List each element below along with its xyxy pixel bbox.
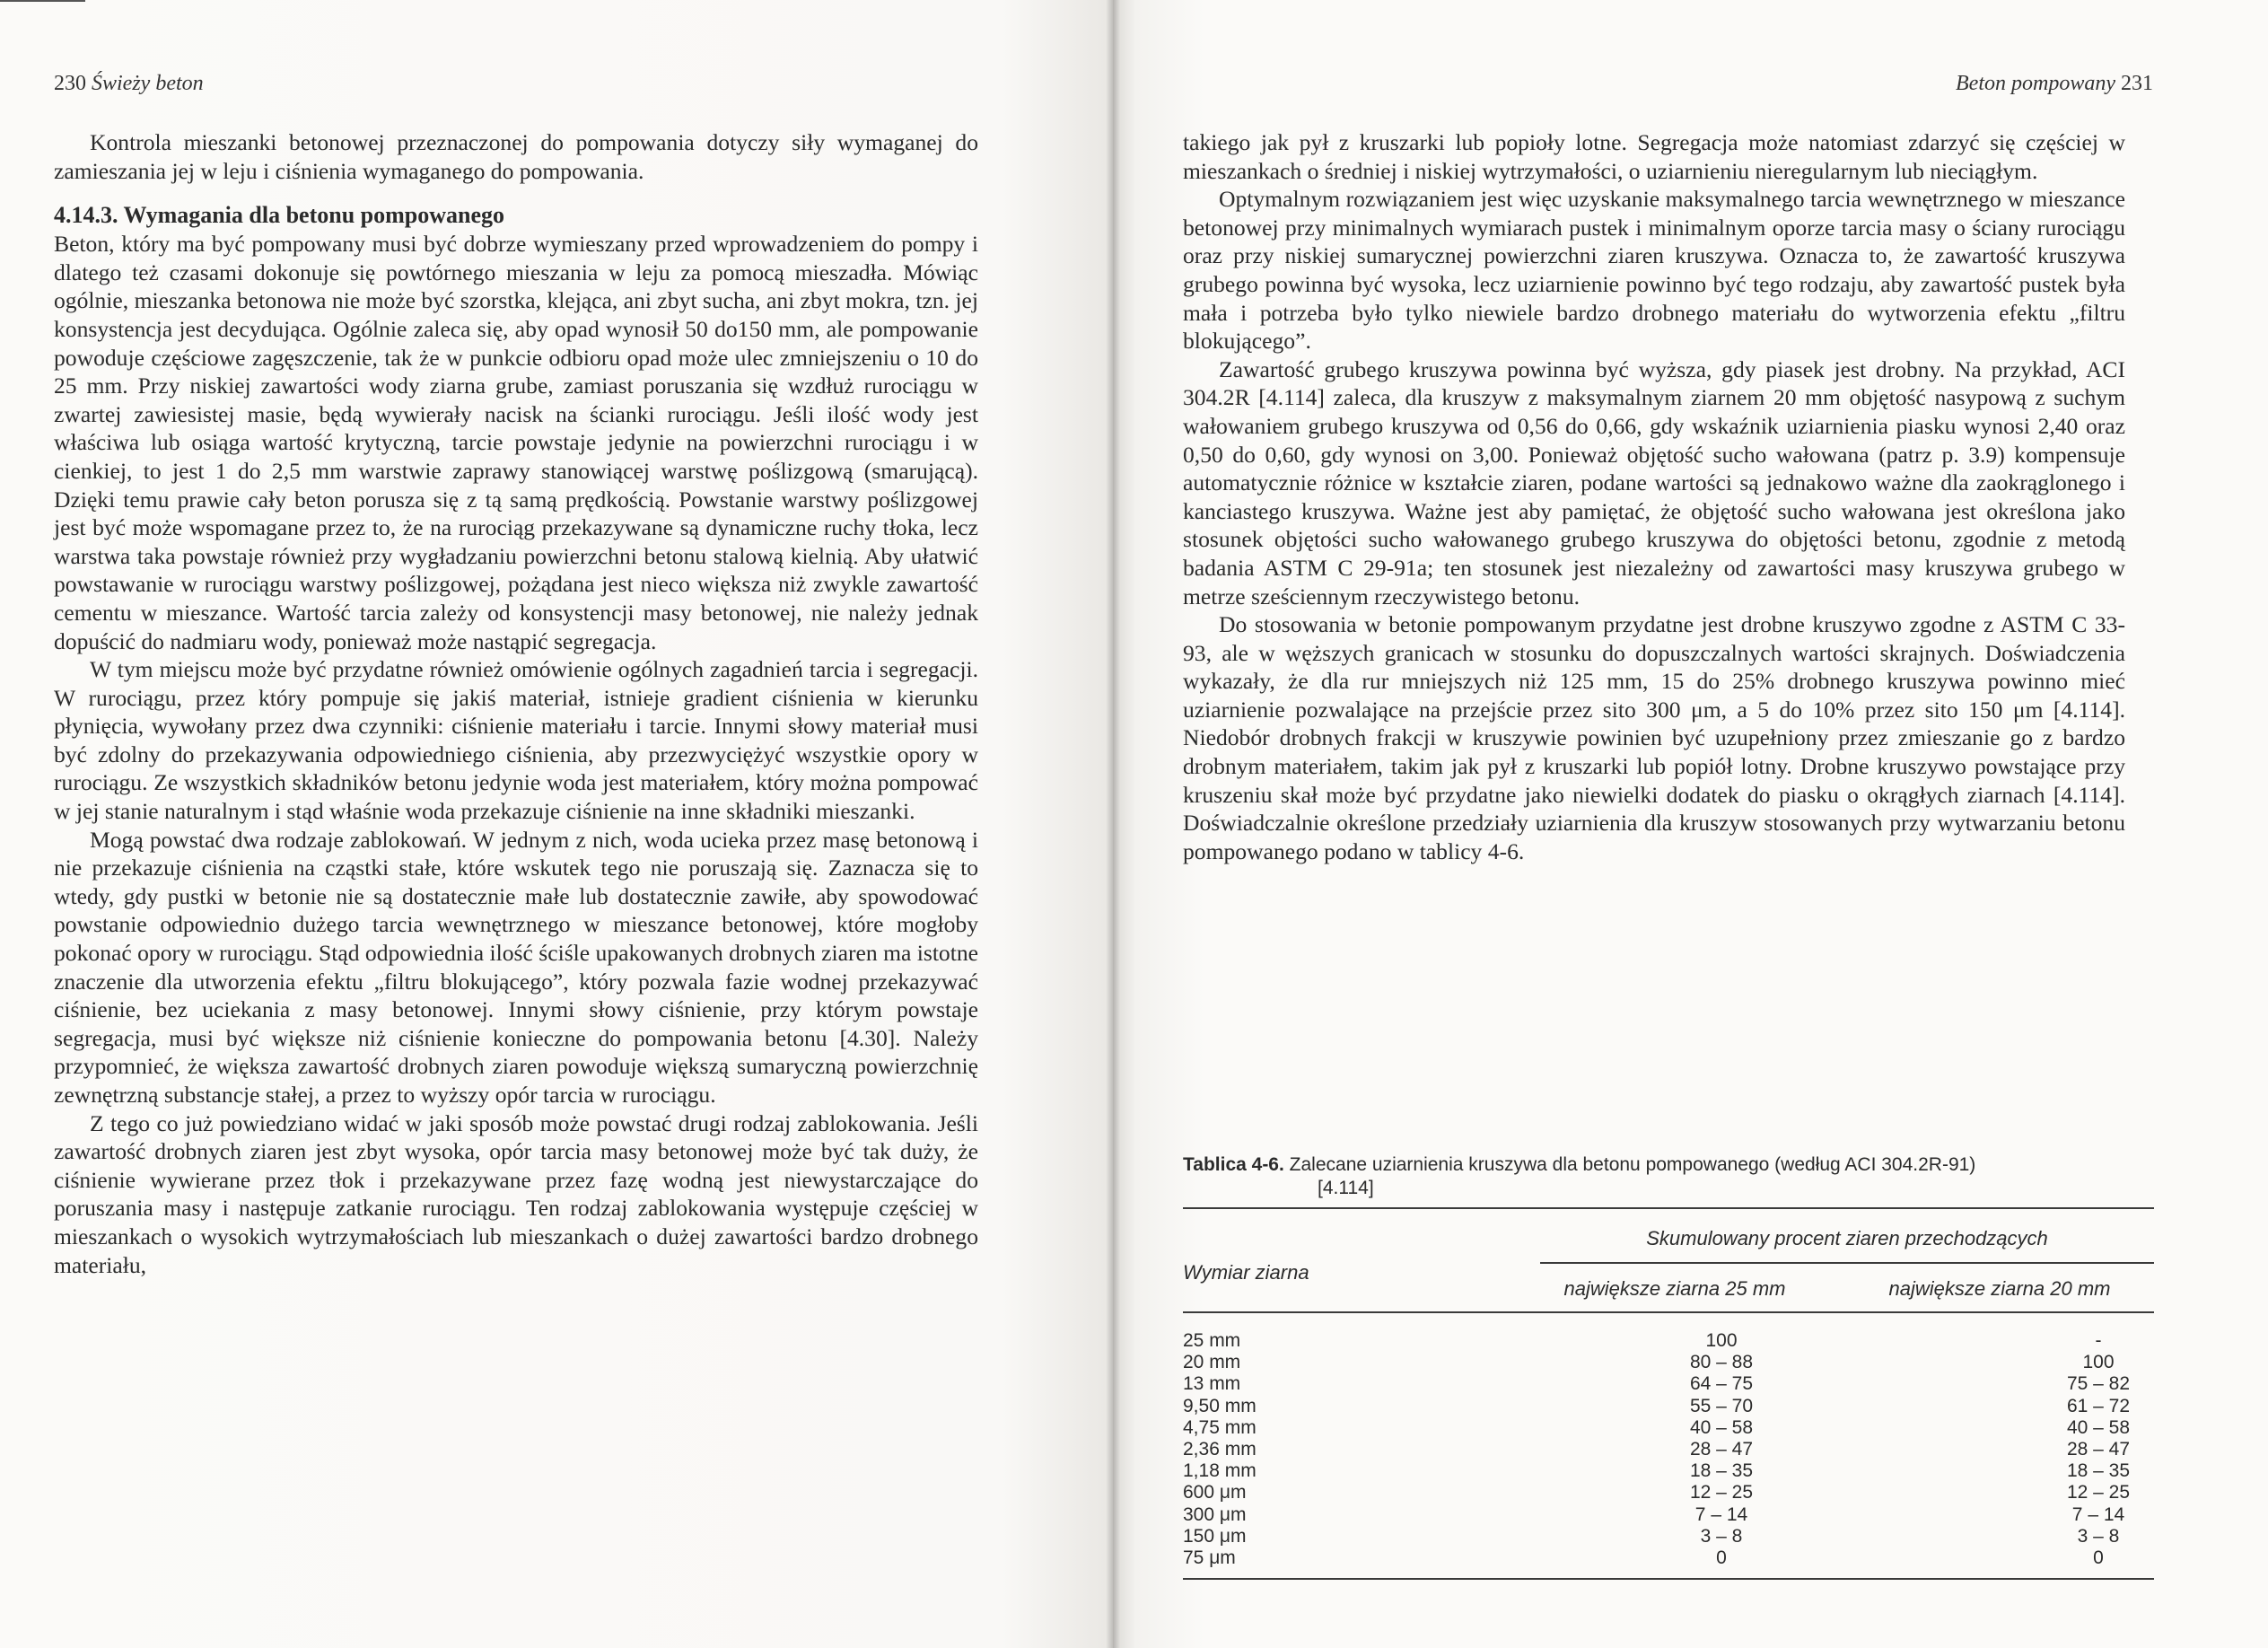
right-running-header (1956, 72, 2153, 96)
table-cell-max25: 7 – 14 (1694, 1503, 1748, 1525)
table-col1-header: największe ziarna 25 mm (1563, 1277, 1786, 1300)
table-cell-max20: 18 – 35 (2066, 1460, 2131, 1482)
page-edge-mark (0, 0, 85, 2)
right-text-column (1183, 128, 2125, 865)
paragraph: Mogą powstać dwa rodzaje zablokowań. W jednym z nich, woda ucieka przez masę betonową i nie przekazuje ciśnienia na cząstki stałe, które wskutek tego nie poruszają się. Zaznacza się to wtedy, gdy pustki w betonie nie są dostatecznie małe lub dostatecznie zawiłe, aby spowodować powstanie odpowiednio dużego tarcia wewnętrznego w mieszance betonowej, które mogłoby pokonać opory w rurociągu. Stąd odpowiednia ilość ściśle upakowanych drobnych ziaren ma istotne znaczenie dla utworzenia efektu „filtru blokującego”, który pozwala fazie wodnej przekazywać ciśnienie, bez uciekania z masy betonowej. Innymi słowy ciśnienie, przy którym powstaje segregacja, musi być większe niż ciśnienie konieczne do pompowania betonu [4.30]. Należy przypomnieć, że większa zawartość drobnych ziaren powoduje większą sumaryczną powierzchnię zewnętrzną substancje stałej, a przez to wyższy opór tarcia w rurociągu. (54, 826, 978, 1108)
left-text-column (54, 128, 978, 1279)
table-cell-max20: - (2095, 1330, 2102, 1351)
table-cell-size: 2,36 mm (1183, 1438, 1257, 1460)
paragraph: Zawartość grubego kruszywa powinna być wyższa, gdy piasek jest drobny. Na przykład, ACI 304.2R [4.114] zaleca, dla kruszyw z maksymalnym ziarnem 20 mm objętość nasypową z suchym wałowaniem grubego kruszywa od 0,56 do 0,66, gdy wskaźnik uziarnienia piasku wynosi 2,40 oraz 0,50 do 0,60, gdy wynosi on 3,00. Ponieważ objętość sucho wałowana (patrz p. 3.9) kompensuje automatycznie różnice w kształcie ziaren, podane wartości są jednakowo ważne dla zaokrąglonego i kanciastego kruszywa. Ważne jest aby pamiętać, że objętość sucho wałowana jest określona jako stosunek objętości sucho wałowanego grubego kruszywa do objętości betonu, zgodnie z metodą badania ASTM C 29-91a; ten stosunek jest niezależny od zawartości masy kruszywa grubego w metrze sześciennym rzeczywistego betonu. (1183, 355, 2125, 609)
table-label: Tablica 4-6. (1183, 1154, 1284, 1175)
table-row (1183, 1373, 2154, 1395)
table-cell-max20: 61 – 72 (2066, 1395, 2131, 1416)
table-cell-max20: 3 – 8 (2077, 1525, 2120, 1547)
table-row (1183, 1352, 2154, 1373)
table-cell-max25: 55 – 70 (1689, 1395, 1754, 1416)
left-page-number: 230 (54, 72, 86, 95)
table-row (1183, 1504, 2154, 1526)
table-cell-max20: 75 – 82 (2066, 1373, 2131, 1395)
paragraph: takiego jak pył z kruszarki lub popioły lotne. Segregacja może natomiast zdarzyć się częściej w mieszankach o średniej i niskiej wytrzymałości, o uziarnieniu nieregularnym lub nieciągłym. (1183, 129, 2125, 184)
paragraph: Z tego co już powiedziano widać w jaki sposób może powstać drugi rodzaj zablokowania. Jeśli zawartość drobnych ziaren jest zbyt wysoka, opór tarcia masy betonowej może być tak duży, że ciśnienie wywierane przez tłok i przekazywane przez fazę wodną jest niewystarczające do poruszania masy i następuje zatkanie rurociągu. Ten rodzaj zablokowania występuje częściej w mieszankach o wysokich wytrzymałościach lub mieszankach o dużej zawartości bardzo drobnego materiału, (54, 1109, 978, 1278)
table-row (1183, 1526, 2154, 1547)
table-cell-max25: 28 – 47 (1689, 1438, 1754, 1460)
table-row (1183, 1330, 2154, 1352)
right-running-title: Beton pompowany (1956, 72, 2115, 95)
table-cell-max25: 12 – 25 (1689, 1482, 1754, 1503)
table-row (1183, 1547, 2154, 1569)
table-group-header: Skumulowany procent ziaren przechodzących (1646, 1227, 2048, 1249)
paragraph: Optymalnym rozwiązaniem jest więc uzyskanie maksymalnego tarcia wewnętrznego w mieszance betonowej przy minimalnych wymiarach pustek i minimalnym oporze tarcia masy o ściany rurociągu oraz przy niskiej sumarycznej powierzchni ziaren kruszywa. Oznacza to, że zawartość kruszywa grubego powinna być wysoka, lecz uziarnienie powinno być tego rodzaju, aby zawartość pustek była mała i potrzeba było tylko niewiele bardzo drobnego materiału do wytworzenia efektu „filtru blokującego”. (1183, 186, 2125, 355)
table-cell-max20: 0 (2093, 1547, 2104, 1568)
table-col2-header: największe ziarna 20 mm (1888, 1277, 2111, 1300)
table-caption (1183, 1153, 2134, 1200)
table-cell-max25: 80 – 88 (1689, 1352, 1754, 1373)
left-running-title: Świeży beton (92, 72, 204, 95)
table-row (1183, 1396, 2154, 1417)
table-cell-size: 150 μm (1183, 1525, 1247, 1547)
table-cell-size: 600 μm (1183, 1482, 1247, 1503)
paragraph: Beton, który ma być pompowany musi być dobrze wymieszany przed wprowadzeniem do pompy i dlatego też czasami dokonuje się powtórnego mieszania w leju za pomocą mieszadła. Mówiąc ogólnie, mieszanka betonowa nie może być szorstka, klejąca, ani zbyt sucha, ani zbyt mokra, tzn. jej konsystencja jest decydująca. Ogólnie zaleca się, aby opad wynosił 50 do150 mm, ale pompowanie powoduje częściowe zagęszczenie, tak że w punkcie odbioru opad może ulec zmniejszeniu o 10 do 25 mm. Przy niskiej zawartości wody ziarna grube, zamiast poruszania się wzdłuż rurociągu w zwartej zawiesistej masie, będą wywierały nacisk na ścianki rurociągu. Jeśli ilość wody jest właściwa lub osiąga wartość krytyczną, tarcie powstaje jedynie na powierzchni rurociągu i w cienkiej, to jest 1 do 2,5 mm warstwie zaprawy stanowiącej warstwę poślizgową (smarującą). Dzięki temu prawie cały beton porusza się z tą samą prędkością. Powstanie warstwy poślizgowej jest być może wspomagane przez to, że na rurociąg przekazywane są dynamiczne ruchy tłoka, lecz warstwa taka powstaje również przy wygładzaniu powierzchni betonu stalową kielnią. Aby ułatwić powstawanie w rurociągu warstwy poślizgowej, pożądana jest nieco większa niż zwykle zawartość cementu w mieszance. Wartość tarcia zależy od konsystencji masy betonowej, nie należy jednak dopuścić do nadmiaru wody, ponieważ może nastąpić segregacja. (54, 231, 978, 654)
table-cell-max25: 40 – 58 (1689, 1416, 1754, 1438)
right-page (1113, 0, 2268, 1648)
table-cell-max25: 100 (1705, 1330, 1738, 1351)
table-cell-max25: 3 – 8 (1700, 1525, 1743, 1547)
table-row-header: Wymiar ziarna (1183, 1261, 1309, 1284)
paragraph: Kontrola mieszanki betonowej przeznaczonej do pompowania dotyczy siły wymaganej do zamieszania jej w leju i ciśnienia wymaganego do pompowania. (54, 129, 978, 184)
table-cell-max20: 40 – 58 (2066, 1416, 2131, 1438)
table-cell-size: 1,18 mm (1183, 1460, 1257, 1482)
table-body (1183, 1330, 2154, 1569)
table-cell-max25: 0 (1716, 1547, 1727, 1568)
table-cell-max20: 12 – 25 (2066, 1482, 2131, 1503)
table-cell-size: 75 μm (1183, 1547, 1236, 1568)
book-spine-shadow (1106, 0, 1120, 1648)
table-row (1183, 1439, 2154, 1460)
left-page (0, 0, 1113, 1648)
table-row (1183, 1460, 2154, 1482)
table-row (1183, 1482, 2154, 1503)
table-caption-ref: [4.114] (1318, 1178, 1374, 1198)
left-running-header (54, 72, 204, 96)
table-group-rule (1540, 1262, 2154, 1264)
table-cell-size: 20 mm (1183, 1352, 1241, 1373)
paragraph: W tym miejscu może być przydatne również omówienie ogólnych zagadnień tarcia i segregacji. W rurociągu, przez który pompuje się jakiś materiał, istnieje gradient ciśnienia w kierunku płynięcia, wywołany przez dwa czynniki: ciśnienie materiału i tarcie. Innymi słowy materiał musi być zdolny do przekazywania odpowiedniego ciśnienia, aby przezwyciężyć wszystkie opory w rurociągu. Ze wszystkich składników betonu jedynie woda jest materiałem, który można pompować w jej stanie naturalnym i stąd właśnie woda przekazuje ciśnienie na inne składniki mieszanki. (54, 656, 978, 825)
table-cell-size: 300 μm (1183, 1503, 1247, 1525)
table-cell-max20: 28 – 47 (2066, 1438, 2131, 1460)
table-bottom-rule (1183, 1578, 2154, 1580)
table-cell-max25: 64 – 75 (1689, 1373, 1754, 1395)
table-cell-max20: 7 – 14 (2071, 1503, 2125, 1525)
section-heading: 4.14.3. Wymagania dla betonu pompowanego (54, 202, 505, 229)
table-cell-max25: 18 – 35 (1689, 1460, 1754, 1482)
table-cell-size: 4,75 mm (1183, 1416, 1257, 1438)
right-page-number: 231 (2121, 72, 2153, 95)
paragraph: Do stosowania w betonie pompowanym przydatne jest drobne kruszywo zgodne z ASTM C 33-93, ale w węższych granicach w stosunku do dopuszczalnych wartości skrajnych. Doświadczenia wykazały, że dla rur mniejszych niż 125 mm, 15 do 25% drobnego kruszywa powinno mieć uziarnienie pozwalające na przejście przez sito 300 μm, a 5 do 10% przez sito 150 μm [4.114]. Niedobór drobnych frakcji w kruszywie powinien być uzupełniony przez zmieszanie go z bardzo drobnym materiałem, takim jak pył z kruszarki lub popiół lotny. Drobne kruszywo powstające przy kruszeniu skał może być przydatne jako niewielki dodatek do piasku o okrągłych ziarnach [4.114]. Doświadczalnie określone przedziały uziarnienia dla kruszyw stosowanych przy wytwarzaniu betonu pompowanego podano w tablicy 4-6. (1183, 611, 2125, 864)
table-cell-size: 25 mm (1183, 1330, 1241, 1351)
table-cell-size: 9,50 mm (1183, 1395, 1257, 1416)
table-cell-size: 13 mm (1183, 1373, 1241, 1395)
table-top-rule (1183, 1207, 2154, 1209)
table-row (1183, 1417, 2154, 1439)
table-cell-max20: 100 (2082, 1352, 2115, 1373)
table-caption-text: Zalecane uziarnienia kruszywa dla betonu pompowanego (według ACI 304.2R-91) (1289, 1154, 1976, 1175)
table-header-rule (1183, 1311, 2154, 1313)
